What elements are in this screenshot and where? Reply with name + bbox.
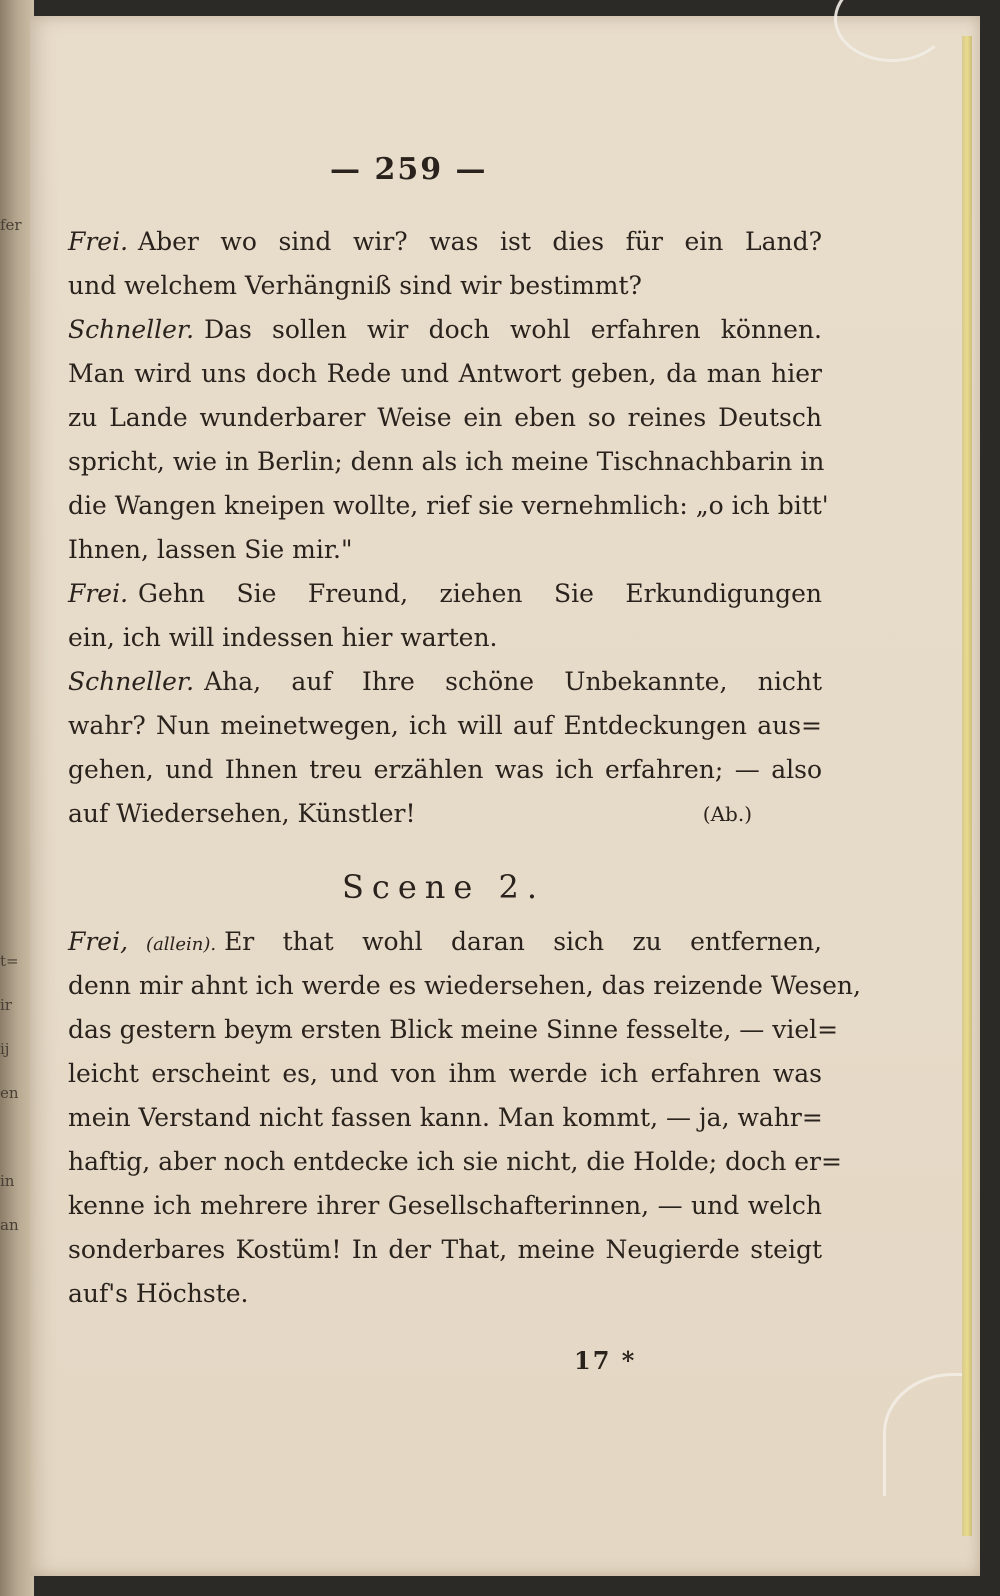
dialogue-block-one (68, 220, 829, 836)
page-number: — 259 — (330, 152, 488, 187)
text-line (68, 748, 822, 792)
text-line (68, 440, 825, 484)
text-line (68, 308, 822, 352)
speaker-name: Frei. (68, 227, 129, 256)
line-text: kenne ich mehrere ihrer Gesellschafterinnen, — und welch (68, 1191, 822, 1220)
page-corner-highlight (834, 0, 950, 62)
line-text: zu Lande wunderbarer Weise ein eben so reines Deutsch (68, 403, 822, 432)
line-text: leicht erscheint es, und von ihm werde ich erfahren was (68, 1059, 822, 1088)
prev-page-fragment: in (0, 1172, 15, 1190)
text-line (68, 704, 822, 748)
line-text: Gehn Sie Freund, ziehen Sie Erkundigungen (138, 579, 822, 608)
line-text: sonderbares Kostüm! In der That, meine Neugierde steigt (68, 1235, 822, 1264)
text-line (68, 220, 822, 264)
text-line (68, 1272, 822, 1316)
prev-page-fragment: t= (0, 952, 19, 970)
text-line (68, 1096, 822, 1140)
speaker-name: Frei. (68, 579, 129, 608)
line-text: Das sollen wir doch wohl erfahren können. (204, 315, 822, 344)
text-line (68, 964, 861, 1008)
text-line (68, 660, 822, 704)
prev-page-fragment: fer (0, 216, 22, 234)
prev-page-fragment: an (0, 1216, 19, 1234)
line-text: Man wird uns doch Rede und Antwort geben, da man hier (68, 359, 822, 388)
text-line (68, 528, 822, 572)
line-text: denn mir ahnt ich werde es wiedersehen, das reizende Wesen, (68, 971, 861, 1000)
text-line (68, 1008, 839, 1052)
line-text: gehen, und Ihnen treu erzählen was ich erfahren; — also (68, 755, 822, 784)
page-corner-highlight (883, 1373, 966, 1496)
speaker-name: Schneller. (68, 315, 195, 344)
stage-direction: (allein). (146, 934, 217, 955)
scan-left-edge (0, 0, 34, 1596)
text-line (68, 1140, 842, 1184)
text-line (68, 616, 822, 660)
line-text: haftig, aber noch entdecke ich sie nicht, die Holde; doch er= (68, 1147, 842, 1176)
line-text: die Wangen kneipen wollte, rief sie vernehmlich: „o ich bitt' (68, 491, 829, 520)
text-line (68, 1184, 822, 1228)
prev-page-fragment: ij (0, 1040, 10, 1058)
text-line (68, 1052, 822, 1096)
line-text: Ihnen, lassen Sie mir." (68, 535, 353, 564)
speaker-name: Schneller. (68, 667, 195, 696)
line-text: das gestern beym ersten Blick meine Sinne fesselte, — viel= (68, 1015, 839, 1044)
line-text: mein Verstand nicht fassen kann. Man kommt, — ja, wahr= (68, 1103, 823, 1132)
text-line (68, 352, 822, 396)
line-text: Aber wo sind wir? was ist dies für ein Land? (138, 227, 822, 256)
text-line (68, 920, 822, 964)
line-text: auf Wiedersehen, Künstler! (68, 799, 416, 828)
text-line (68, 484, 829, 528)
prev-page-fragment: en (0, 1084, 19, 1102)
text-line (68, 396, 822, 440)
text-line (68, 572, 822, 616)
line-text: Er that wohl daran sich zu entfernen, (224, 927, 822, 956)
line-text: Aha, auf Ihre schöne Unbekannte, nicht (204, 667, 822, 696)
scene-heading: Scene 2. (342, 868, 546, 906)
speaker-name: Frei, (68, 927, 129, 956)
book-page (30, 16, 980, 1576)
text-line (68, 792, 822, 836)
signature-mark: 17 * (574, 1346, 637, 1375)
stage-direction-exit: (Ab.) (702, 802, 752, 826)
line-text: ein, ich will indessen hier warten. (68, 623, 498, 652)
text-line (68, 264, 822, 308)
prev-page-fragment: ir (0, 996, 12, 1014)
dialogue-block-two (68, 920, 861, 1316)
line-text: wahr? Nun meinetwegen, ich will auf Entdeckungen aus= (68, 711, 822, 740)
line-text: und welchem Verhängniß sind wir bestimmt? (68, 271, 642, 300)
line-text: spricht, wie in Berlin; denn als ich meine Tischnachbarin in (68, 447, 825, 476)
page-right-edge (962, 36, 972, 1536)
line-text: auf's Höchste. (68, 1279, 249, 1308)
text-line (68, 1228, 822, 1272)
